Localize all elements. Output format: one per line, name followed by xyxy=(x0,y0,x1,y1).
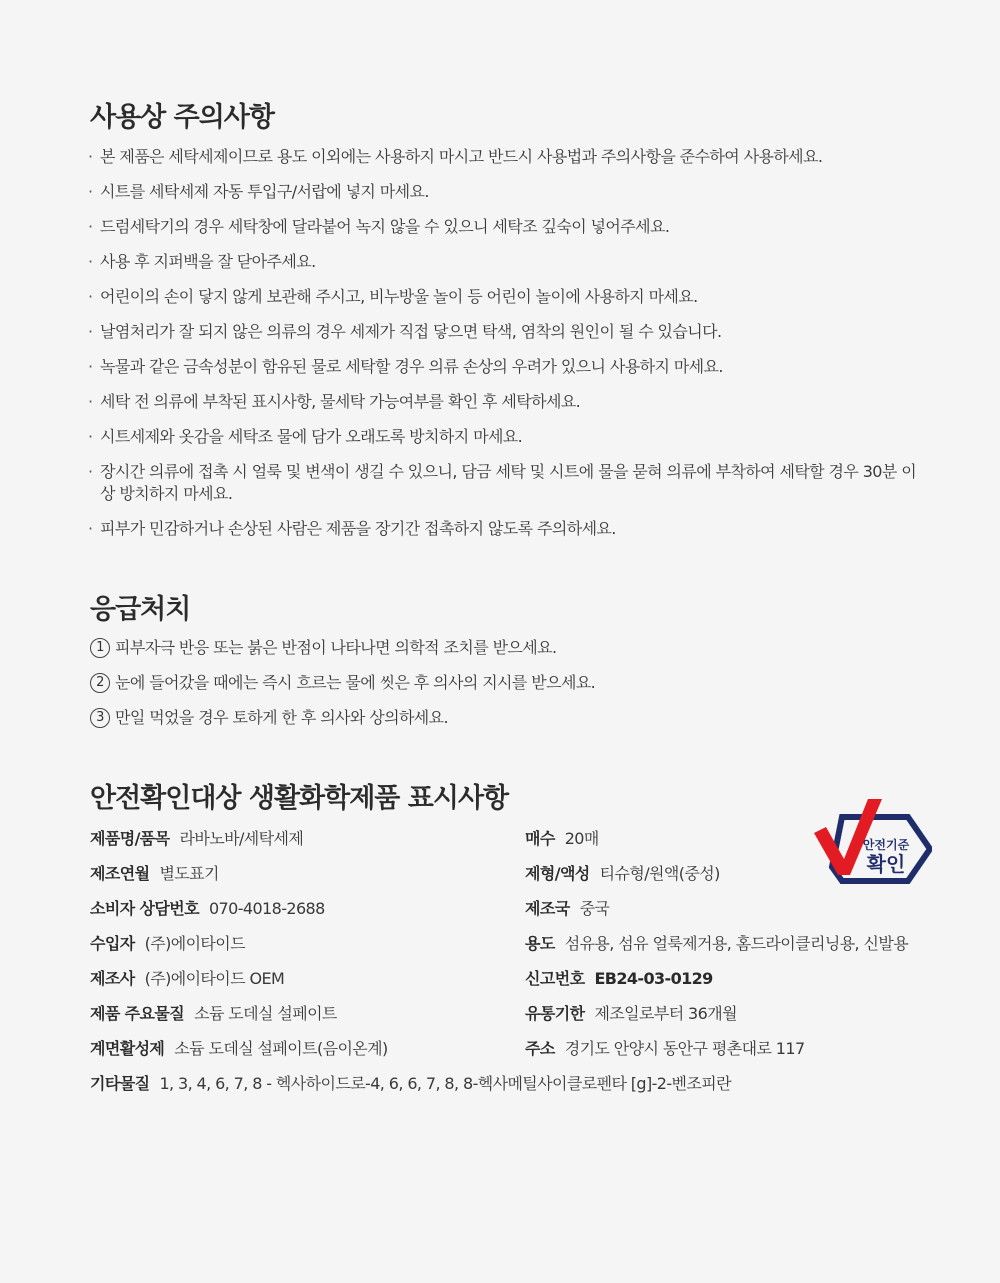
badge-line1: 안전기준 xyxy=(862,838,910,852)
info-label: 제조연월 xyxy=(90,864,150,883)
info-label: 신고번호 xyxy=(525,969,585,988)
info-row xyxy=(525,896,908,931)
first-aid-text: 피부자극 반응 또는 붉은 반점이 나타나면 의학적 조치를 받으세요. xyxy=(115,638,557,657)
info-label: 제조국 xyxy=(525,899,570,918)
info-value: 별도표기 xyxy=(159,864,219,883)
info-label: 제품 주요물질 xyxy=(90,1004,185,1023)
info-label: 제조사 xyxy=(90,969,135,988)
info-value: (주)에이타이드 xyxy=(144,934,245,953)
first-aid-item xyxy=(90,672,595,694)
caution-title: 사용상 주의사항 xyxy=(90,102,274,133)
info-value: (주)에이타이드 OEM xyxy=(144,969,285,988)
circled-number: 3 xyxy=(90,708,110,728)
info-value: 티슈형/원액(중성) xyxy=(599,864,720,883)
first-aid-item xyxy=(90,637,595,659)
caution-item: · 녹물과 같은 금속성분이 함유된 물로 세탁할 경우 의류 손상의 우려가 있으니 사용하지 마세요. xyxy=(88,356,928,378)
info-value: 070-4018-2688 xyxy=(208,899,325,918)
info-value: 제조일로부터 36개월 xyxy=(594,1004,737,1023)
first-aid-text: 만일 먹었을 경우 토하게 한 후 의사와 상의하세요. xyxy=(115,708,449,727)
first-aid-item xyxy=(90,707,595,729)
info-label: 소비자 상담번호 xyxy=(90,899,199,918)
caution-item: · 어린이의 손이 닿지 않게 보관해 주시고, 비누방울 놀이 등 어린이 놀이에 사용하지 마세요. xyxy=(88,286,928,308)
info-label: 유통기한 xyxy=(525,1004,585,1023)
info-value: 라바노바/세탁세제 xyxy=(179,829,304,848)
info-label: 주소 xyxy=(525,1039,555,1058)
info-value: 경기도 안양시 동안구 평촌대로 117 xyxy=(564,1039,805,1058)
caution-item: · 시트를 세탁세제 자동 투입구/서랍에 넣지 마세요. xyxy=(88,181,928,203)
info-row xyxy=(525,1036,908,1071)
info-label: 제품명/품목 xyxy=(90,829,170,848)
caution-item: · 드럼세탁기의 경우 세탁창에 달라붙어 녹지 않을 수 있으니 세탁조 깊숙이 넣어주세요. xyxy=(88,216,928,238)
info-label: 제형/액성 xyxy=(525,864,590,883)
info-label: 기타물질 xyxy=(90,1074,150,1093)
info-value: 1, 3, 4, 6, 7, 8 - 헥사하이드로-4, 6, 6, 7, 8, 8-헥사메틸사이클로펜타 [g]-2-벤조피란 xyxy=(159,1074,731,1093)
caution-item: · 장시간 의류에 접촉 시 얼룩 및 변색이 생길 수 있으니, 담금 세탁 및 시트에 물을 묻혀 의류에 부착하여 세탁할 경우 30분 이상 방치하지 마세요. xyxy=(88,461,928,505)
info-value: 섬유용, 섬유 얼룩제거용, 홈드라이클리닝용, 신발용 xyxy=(564,934,909,953)
circled-number: 1 xyxy=(90,638,110,658)
info-row-other xyxy=(90,1071,731,1106)
info-label: 매수 xyxy=(525,829,555,848)
first-aid-text: 눈에 들어갔을 때에는 즉시 흐르는 물에 씻은 후 의사의 지시를 받으세요. xyxy=(115,673,596,692)
first-aid-list xyxy=(90,637,595,742)
badge-line2: 확인 xyxy=(866,852,906,876)
caution-list xyxy=(88,146,928,553)
caution-item: · 본 제품은 세탁세제이므로 용도 이외에는 사용하지 마시고 반드시 사용법과 주의사항을 준수하여 사용하세요. xyxy=(88,146,928,168)
info-label: 수입자 xyxy=(90,934,135,953)
caution-item: · 시트세제와 옷감을 세탁조 물에 담가 오래도록 방치하지 마세요. xyxy=(88,426,928,448)
caution-item: · 피부가 민감하거나 손상된 사람은 제품을 장기간 접촉하지 않도록 주의하세요. xyxy=(88,518,928,540)
circled-number: 2 xyxy=(90,673,110,693)
info-value: EB24-03-0129 xyxy=(594,969,713,988)
info-label: 계면활성제 xyxy=(90,1039,165,1058)
caution-item: · 날염처리가 잘 되지 않은 의류의 경우 세제가 직접 닿으면 탁색, 염착의 원인이 될 수 있습니다. xyxy=(88,321,928,343)
info-value: 중국 xyxy=(579,899,610,918)
caution-item: · 사용 후 지퍼백을 잘 닫아주세요. xyxy=(88,251,928,273)
info-row xyxy=(525,931,908,966)
info-row xyxy=(525,1001,908,1036)
product-info-title: 안전확인대상 생활화학제품 표시사항 xyxy=(90,783,509,814)
info-row xyxy=(525,966,908,1001)
info-label: 용도 xyxy=(525,934,555,953)
first-aid-title: 응급처치 xyxy=(90,594,191,625)
info-value: 소듐 도데실 설페이트 xyxy=(194,1004,337,1023)
caution-item: · 세탁 전 의류에 부착된 표시사항, 물세탁 가능여부를 확인 후 세탁하세요. xyxy=(88,391,928,413)
safety-check-badge-icon xyxy=(810,797,932,887)
info-value: 소듐 도데실 설페이트(음이온계) xyxy=(174,1039,388,1058)
info-value: 20매 xyxy=(564,829,599,848)
